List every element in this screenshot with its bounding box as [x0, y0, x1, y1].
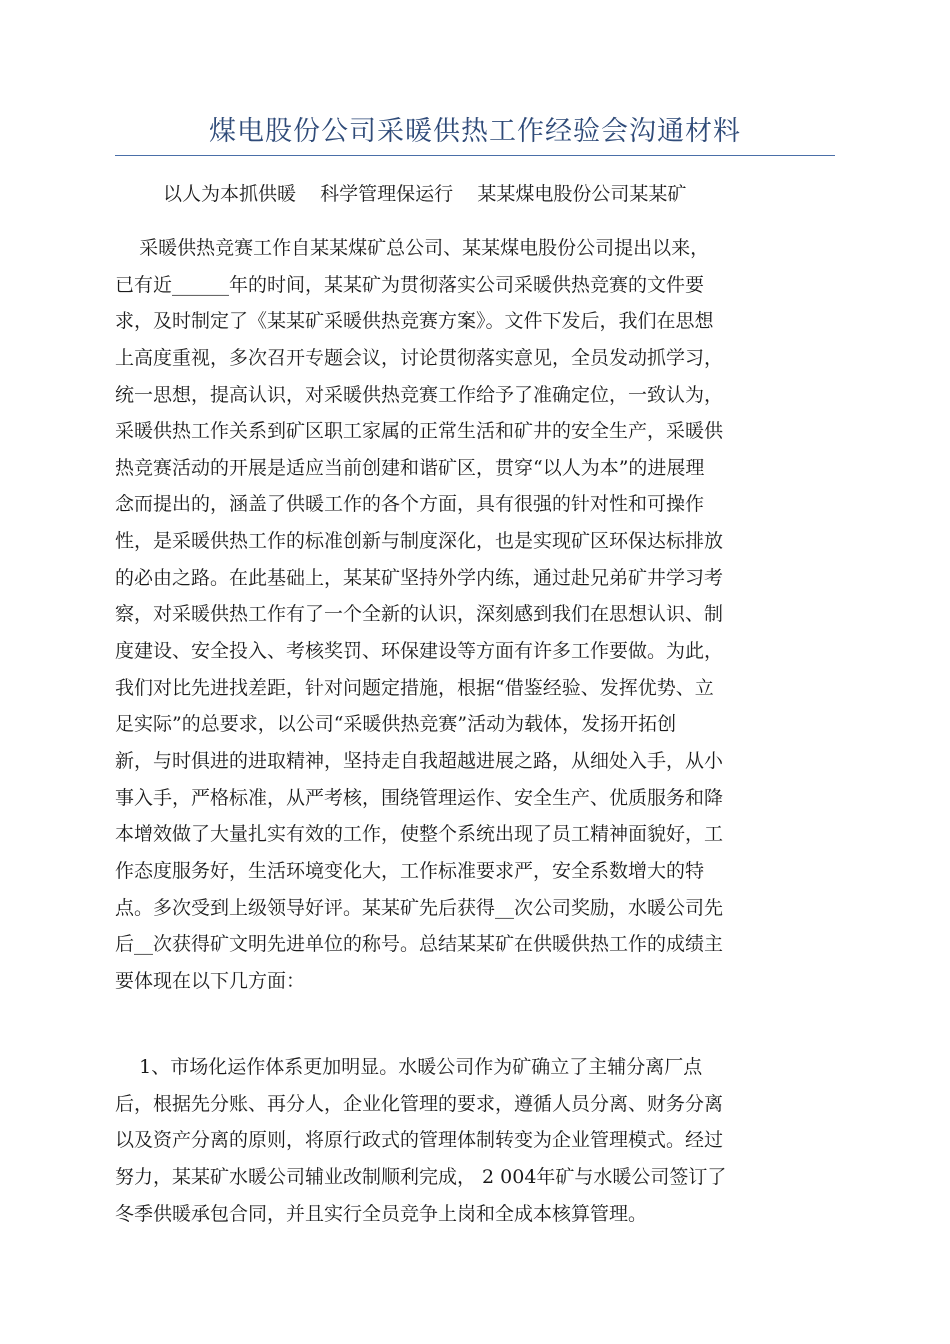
- paragraph-line: 采暖供热竞赛工作自某某煤矿总公司、某某煤电股份公司提出以来，: [115, 237, 710, 259]
- paragraph-line: 点。多次受到上级领导好评。某某矿先后获得__次公司奖励，水暖公司先: [115, 896, 724, 919]
- paragraph-line: 新，与时俱进的进取精神，坚持走自我超越进展之路，从细处入手，从小: [115, 749, 724, 772]
- title-underline: [115, 155, 835, 156]
- paragraph-line: 性，是采暖供热工作的标准创新与制度深化，也是实现矿区环保达标排放: [115, 530, 724, 553]
- paragraph-line: 要体现在以下几方面：: [115, 969, 306, 992]
- paragraph-line: 足实际”的总要求，以公司“采暖供热竞赛”活动为载体，发扬开拓创: [115, 713, 677, 736]
- paragraph-line: 热竞赛活动的开展是适应当前创建和谐矿区，贯穿“以人为本”的进展理: [115, 456, 705, 479]
- paragraph-line: 1、市场化运作体系更加明显。水暖公司作为矿确立了主辅分离厂点: [115, 1056, 703, 1078]
- paragraph-line: 冬季供暖承包合同，并且实行全员竞争上岗和全成本核算管理。: [115, 1202, 648, 1225]
- paragraph-line: 念而提出的，涵盖了供暖工作的各个方面，具有很强的针对性和可操作: [115, 493, 705, 516]
- paragraph: [115, 230, 835, 999]
- paragraph-line: 上高度重视，多次召开专题会议，讨论贯彻落实意见，全员发动抓学习，: [115, 346, 724, 369]
- paragraph-line: 统一思想，提高认识，对采暖供热竞赛工作给予了准确定位，一致认为，: [115, 383, 724, 406]
- paragraph-line: 的必由之路。在此基础上，某某矿坚持外学内练，通过赴兄弟矿井学习考: [115, 566, 724, 589]
- paragraph-line: 作态度服务好，生活环境变化大，工作标准要求严，安全系数增大的特: [115, 859, 705, 882]
- paragraph-line: 本增效做了大量扎实有效的工作，使整个系统出现了员工精神面貌好，工: [115, 823, 724, 846]
- paragraph-line: 求，及时制定了《某某矿采暖供热竞赛方案》。文件下发后，我们在思想: [115, 310, 714, 333]
- paragraph-line: 采暖供热工作关系到矿区职工家属的正常生活和矿井的安全生产，采暖供: [115, 420, 724, 443]
- paragraph-line: 后，根据先分账、再分人，企业化管理的要求，遵循人员分离、财务分离: [115, 1092, 724, 1115]
- paragraph-line: 察，对采暖供热工作有了一个全新的认识，深刻感到我们在思想认识、制: [115, 603, 724, 626]
- paragraph-line: 我们对比先进找差距，针对问题定措施，根据“借鉴经验、发挥优势、立: [115, 676, 714, 699]
- paragraph-line: 以及资产分离的原则，将原行政式的管理体制转变为企业管理模式。经过: [115, 1129, 724, 1152]
- paragraph-line: 努力，某某矿水暖公司辅业改制顺利完成， 2 004年矿与水暖公司签订了: [115, 1165, 727, 1188]
- paragraph-line: 事入手，严格标准，从严考核，围绕管理运作、安全生产、优质服务和降: [115, 786, 724, 809]
- document-title: 煤电股份公司采暖供热工作经验会沟通材料: [209, 116, 741, 147]
- document-subtitle: 以人为本抓供暖 科学管理保运行 某某煤电股份公司某某矿: [163, 183, 687, 205]
- paragraph-line: 后__次获得矿文明先进单位的称号。总结某某矿在供暖供热工作的成绩主: [115, 933, 724, 956]
- paragraph: [115, 1049, 835, 1232]
- paragraph-line: 已有近______年的时间，某某矿为贯彻落实公司采暖供热竞赛的文件要: [115, 273, 705, 296]
- paragraph-line: 度建设、安全投入、考核奖罚、环保建设等方面有许多工作要做。为此，: [115, 640, 724, 663]
